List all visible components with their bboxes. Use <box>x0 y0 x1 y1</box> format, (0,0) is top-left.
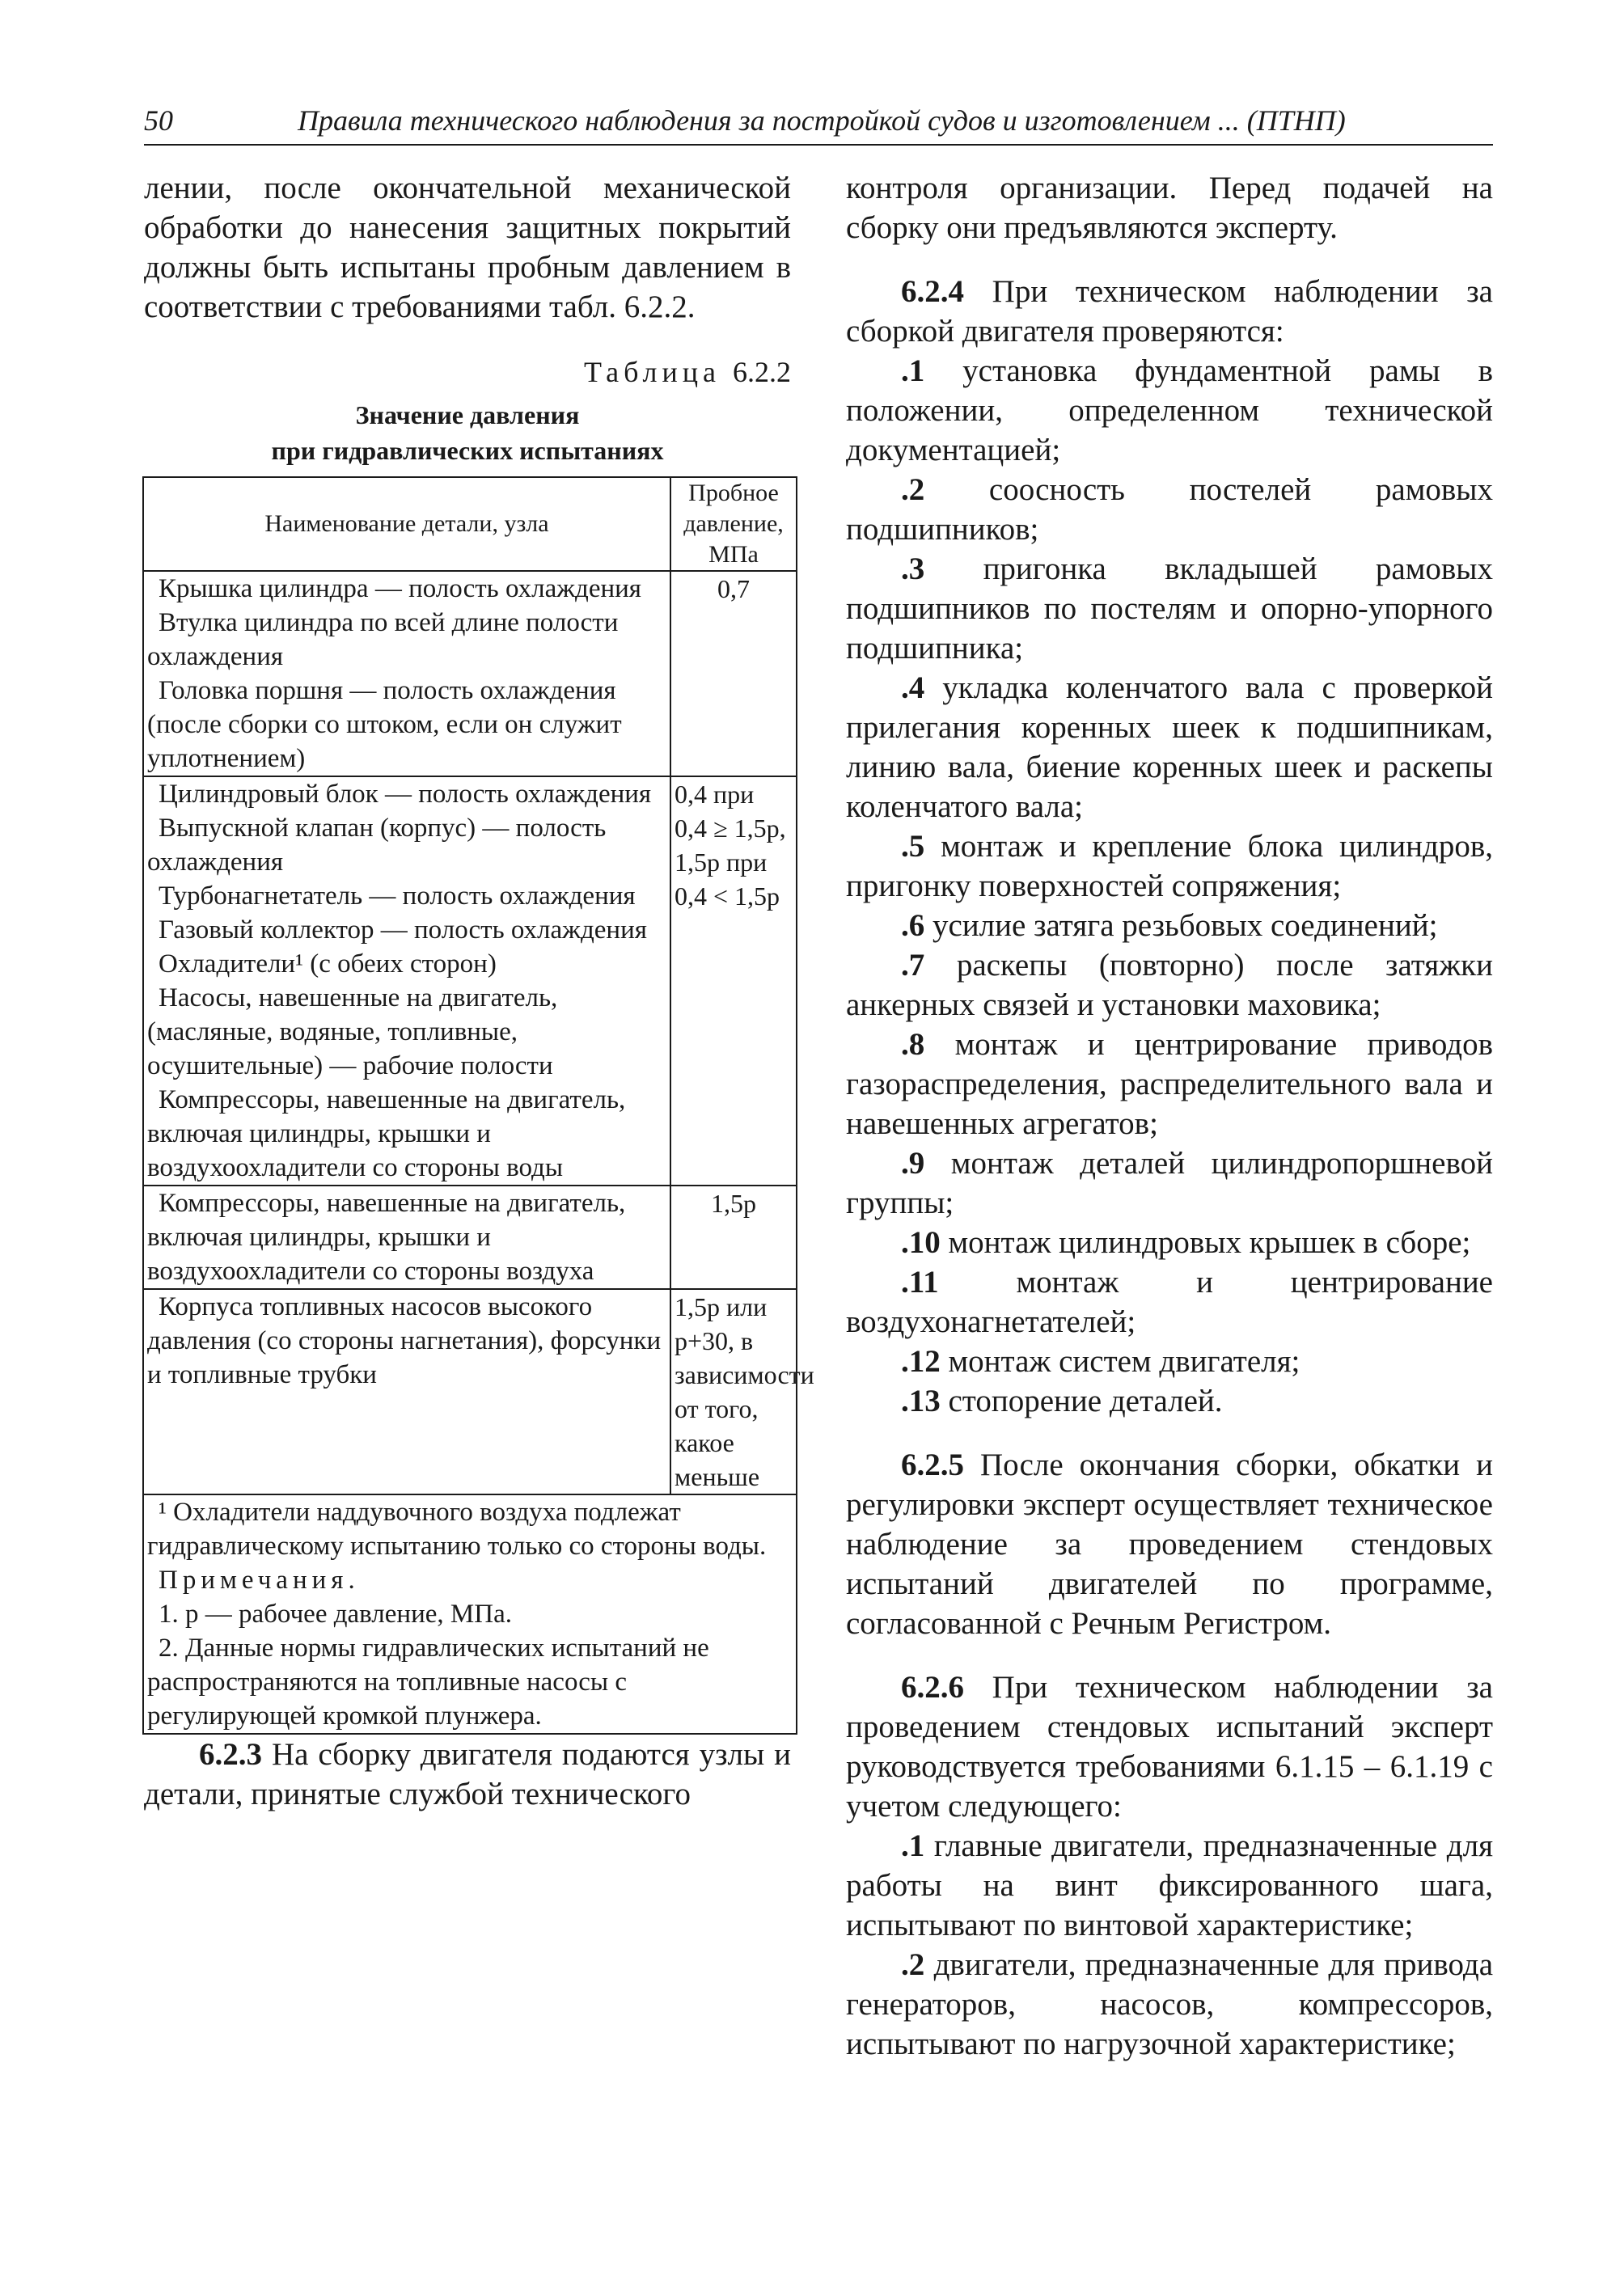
running-title: Правила технического наблюдения за постройкой судов и изготовлением ... (ПТНП) <box>298 104 1346 137</box>
list-item <box>846 1342 1493 1381</box>
table-number: 6.2.2 <box>733 356 791 388</box>
right-column <box>846 168 1493 2064</box>
item-number: .12 <box>901 1344 941 1379</box>
list-item <box>846 1223 1493 1262</box>
list-item <box>846 1262 1493 1342</box>
table-entry: Компрессоры, навешенные на двигатель, включая цилиндры, крышки и воздухоохладители со стороны воды <box>147 1085 626 1182</box>
table-entry: Компрессоры, навешенные на двигатель, включая цилиндры, крышки и воздухоохладители со стороны воздуха <box>147 1189 626 1286</box>
table-entry: Корпуса топливных насосов высокого давления (со стороны нагнетания), форсунки и топливные трубки <box>147 1292 662 1389</box>
paragraph-text: При техническом наблюдении за сборкой двигателя проверяются: <box>846 274 1493 349</box>
section-number: 6.2.4 <box>901 274 964 309</box>
list-item <box>846 668 1493 826</box>
item-text: усилие затяга резьбовых соединений; <box>933 908 1438 943</box>
page-header <box>144 97 1493 146</box>
table-title-line-1: Значение давления <box>355 400 580 429</box>
list-item <box>846 1945 1493 2064</box>
list-item <box>846 351 1493 470</box>
table-row <box>143 776 797 1186</box>
item-text: монтаж и центрирование воздухонагнетателей; <box>846 1265 1493 1339</box>
note-item: 2. Данные нормы гидравлических испытаний не распространяются на топливные насосы с регулирующей кромкой плунжера. <box>147 1634 709 1731</box>
table-caption-label: Таблица <box>584 356 721 388</box>
item-text: главные двигатели, предназначенные для работы на винт фиксированного шага, испытывают по винтовой характеристике; <box>846 1828 1494 1942</box>
item-text: двигатели, предназначенные для привода генераторов, насосов, компрессоров, испытывают по нагрузочной характеристике; <box>846 1947 1494 2061</box>
item-number: .8 <box>901 1027 925 1062</box>
item-number: .5 <box>901 829 925 864</box>
column-header-part: Наименование детали, узла <box>143 477 670 571</box>
paragraph-text: При техническом наблюдении за проведением стендовых испытаний эксперт руководствуется требованиями 6.1.15 – 6.1.19 с учетом следующего: <box>846 1670 1493 1824</box>
item-text: монтаж систем двигателя; <box>948 1344 1300 1379</box>
item-number: .13 <box>901 1384 941 1418</box>
item-text: пригонка вкладышей рамовых подшипников по постелям и опорно-упорного подшипника; <box>846 552 1493 666</box>
table-entry: Головка поршня — полость охлаждения (после сборки со штоком, если он служит уплотнением) <box>147 676 622 773</box>
table-entry: Газовый коллектор — полость охлаждения <box>159 915 647 945</box>
left-column <box>144 168 814 1814</box>
paragraph-6-2-5 <box>846 1445 1493 1643</box>
list-item <box>846 1025 1493 1143</box>
paragraph-text: На сборку двигателя подаются узлы и детали, принятые службой технического <box>144 1737 791 1811</box>
pressure-value: 0,7 <box>717 574 750 603</box>
continuation-paragraph: контроля организации. Перед подачей на сборку они предъявляются эксперту. <box>846 171 1493 245</box>
item-text: монтаж цилиндровых крышек в сборе; <box>948 1225 1471 1260</box>
item-text: стопорение деталей. <box>948 1384 1223 1418</box>
table-entry: Втулка цилиндра по всей длине полости охлаждения <box>147 608 619 671</box>
list-item <box>846 906 1493 945</box>
list-item <box>846 549 1493 668</box>
item-text: монтаж и центрирование приводов газораспределения, распределительного вала и навешенных агрегатов; <box>846 1027 1493 1141</box>
intro-paragraph: лении, после окончательной механической обработки до нанесения защитных покрытий должны быть испытаны пробным давлением в соответствии с требованиями табл. 6.2.2. <box>144 171 791 324</box>
item-number: .10 <box>901 1225 941 1260</box>
table-entry: Крышка цилиндра — полость охлаждения <box>159 574 641 603</box>
item-number: .1 <box>901 353 925 388</box>
pressure-value: 1,5p или p+30, в зависимости от того, какое меньше <box>675 1292 814 1491</box>
section-number: 6.2.5 <box>901 1448 964 1482</box>
paragraph-6-2-3 <box>144 1735 791 1814</box>
item-text: укладка коленчатого вала с проверкой прилегания коренных шеек к подшипникам, линию вала, биение коренных шеек и раскепы коленчатого вала; <box>846 670 1494 824</box>
pressure-value: 1,5p <box>711 1189 756 1218</box>
table-entry: Охладители¹ (с обеих сторон) <box>159 949 497 979</box>
item-number: .9 <box>901 1146 925 1181</box>
section-number: 6.2.6 <box>901 1670 964 1705</box>
item-text: соосность постелей рамовых подшипников; <box>846 472 1493 547</box>
table-row <box>143 1186 797 1289</box>
list-item <box>846 1143 1493 1223</box>
table-entry: Насосы, навешенные на двигатель, (масляные, водяные, топливные, осушительные) — рабочие полости <box>147 983 558 1080</box>
paragraph-text: После окончания сборки, обкатки и регулировки эксперт осуществляет техническое наблюдение за проведением стендовых испытаний двигателей по программе, согласованной с Речным Регистром. <box>846 1448 1494 1641</box>
table-entry: Цилиндровый блок — полость охлаждения <box>159 780 652 809</box>
list-item <box>846 826 1493 906</box>
table-notes <box>143 1494 797 1734</box>
table-entry: Выпускной клапан (корпус) — полость охлаждения <box>147 814 607 877</box>
column-header-pressure: Пробное давление, МПа <box>670 477 797 571</box>
page-number: 50 <box>144 104 173 137</box>
item-text: монтаж деталей цилиндропоршневой группы; <box>846 1146 1494 1220</box>
table-caption <box>144 353 791 392</box>
list-item <box>846 1381 1493 1421</box>
pressure-value: 0,4 при 0,4 ≥ 1,5p, 1,5p при 0,4 < 1,5p <box>675 780 786 911</box>
notes-title: Примечания. <box>159 1566 360 1595</box>
table-row <box>143 571 797 776</box>
item-text: установка фундаментной рамы в положении, определенном технической документацией; <box>846 353 1494 467</box>
list-item <box>846 1826 1493 1945</box>
item-number: .7 <box>901 948 925 983</box>
table-title-line-2: при гидравлических испытаниях <box>271 436 664 465</box>
table-title <box>144 397 791 468</box>
note-item: 1. p — рабочее давление, МПа. <box>159 1600 512 1629</box>
item-text: монтаж и крепление блока цилиндров, пригонку поверхностей сопряжения; <box>846 829 1493 903</box>
pressure-table <box>142 476 814 1735</box>
item-number: .6 <box>901 908 925 943</box>
item-number: .1 <box>901 1828 925 1863</box>
paragraph-6-2-6 <box>846 1668 1493 1826</box>
item-number: .2 <box>901 1947 925 1982</box>
table-footnote: ¹ Охладители наддувочного воздуха подлежат гидравлическому испытанию только со стороны воды. <box>147 1498 767 1561</box>
item-number: .4 <box>901 670 925 705</box>
item-number: .2 <box>901 472 925 507</box>
table-entry: Турбонагнетатель — полость охлаждения <box>159 881 636 911</box>
list-item <box>846 470 1493 549</box>
item-number: .3 <box>901 552 925 586</box>
table-row <box>143 1289 797 1494</box>
item-text: раскепы (повторно) после затяжки анкерных связей и установки маховика; <box>846 948 1493 1022</box>
section-number: 6.2.3 <box>199 1737 262 1772</box>
paragraph-6-2-4 <box>846 272 1493 351</box>
list-item <box>846 945 1493 1025</box>
item-number: .11 <box>901 1265 939 1300</box>
